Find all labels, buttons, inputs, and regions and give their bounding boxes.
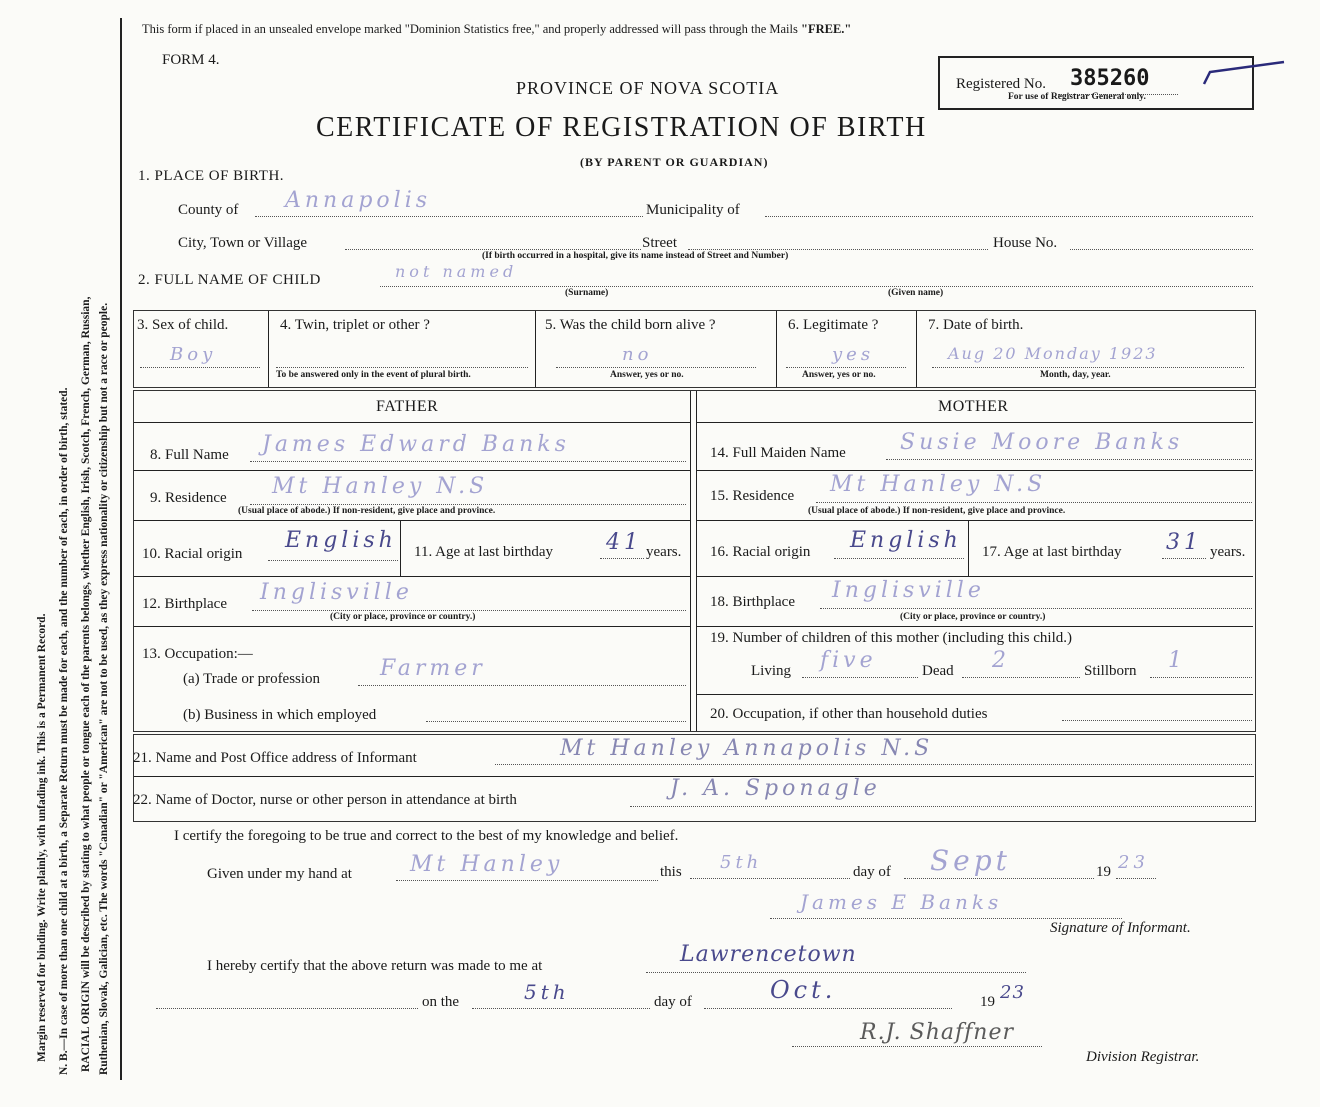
alive-note: Answer, yes or no. [610,370,684,380]
mail-note: This form if placed in an unsealed envelope marked "Dominion Statistics free," and properly addressed will pass through the Mails "FREE." [142,22,852,36]
alive-label: 5. Was the child born alive ? [545,317,716,333]
child-name-value: not named [395,262,518,281]
mother-race-value: English [850,528,962,553]
mother-age-value: 31 [1166,530,1202,555]
stillborn-label: Stillborn [1084,663,1137,679]
dob-note: Month, day, year. [1040,370,1111,380]
dob-value: Aug 20 Monday 1923 [948,344,1158,363]
on-the-label: on the [422,994,460,1010]
registered-label: Registered No. [956,76,1046,92]
sex-label: 3. Sex of child. [137,317,229,333]
document-subtitle: (BY PARENT OR GUARDIAN) [580,155,769,169]
doctor-value: J. A. Sponagle [670,776,881,801]
this-label: this [660,864,682,880]
father-birthplace-note: (City or place, province or country.) [330,612,476,622]
province-title: PROVINCE OF NOVA SCOTIA [516,78,780,98]
registrar-year-prefix: 19 [980,994,995,1010]
year-prefix: 19 [1096,864,1111,880]
father-race-label: 10. Racial origin [142,546,243,562]
father-occupation-label: 13. Occupation:— [142,646,253,662]
mother-children-label: 19. Number of children of this mother (including this child.) [710,630,1073,646]
dead-value: 2 [992,648,1010,673]
margin-note-3: RACIAL ORIGIN will be described by stating to what people or tongue each of the parents belongs, whether English, Irish, Scotch, French, German, Russian, [80,296,92,1072]
child-name-label: 2. FULL NAME OF CHILD [138,272,321,288]
mother-residence-note: (Usual place of abode.) If non-resident, give place and province. [808,506,1066,516]
given-name-note: (Given name) [888,288,944,298]
father-business-label: (b) Business in which employed [183,707,377,723]
place-heading: 1. PLACE OF BIRTH. [138,168,285,184]
alive-value: no [622,344,653,365]
dead-label: Dead [922,663,954,679]
street-label: Street [642,235,677,251]
county-value: Annapolis [285,188,432,213]
registrar-month: Oct. [770,976,837,1004]
father-race-value: English [285,528,397,553]
living-label: Living [751,663,791,679]
surname-note: (Surname) [565,288,609,298]
mother-name-label: 14. Full Maiden Name [710,445,846,461]
legitimate-value: yes [832,344,875,365]
mother-occupation-label: 20. Occupation, if other than household duties [710,706,988,722]
margin-note-1: Margin reserved for binding. Write plainly, with unfading ink. This is a Permanent Record. [36,613,48,1062]
registrar-statement: I hereby certify that the above return was made to me at [207,958,543,974]
given-month: Sept [930,844,1011,877]
informant-value: Mt Hanley Annapolis N.S [560,736,934,761]
form-number: FORM 4. [162,52,220,68]
father-age-value: 41 [606,530,642,555]
certify-statement: I certify the foregoing to be true and correct to the best of my knowledge and belief. [174,828,679,844]
living-value: five [820,648,877,673]
registered-number: 385260 [1070,66,1150,91]
mother-residence-value: Mt Hanley N.S [830,472,1047,497]
mother-birthplace-label: 18. Birthplace [710,594,795,610]
city-label: City, Town or Village [178,235,308,251]
father-age-label: 11. Age at last birthday [414,544,553,560]
check-mark-icon [1200,58,1290,88]
division-registrar-label: Division Registrar. [1086,1049,1200,1065]
registrar-note: For use of Registrar General only. [1008,92,1146,102]
twin-note: To be answered only in the event of plural birth. [276,370,471,380]
mother-birthplace-value: Inglisville [832,578,985,603]
given-label: Given under my hand at [207,866,352,882]
father-years: years. [646,544,682,560]
margin-note-2: N. B.—In case of more than one child at a birth, a Separate Return must be made for each, and the number of each, in order of birth, stated. [58,387,70,1075]
father-trade-label: (a) Trade or profession [183,671,321,687]
father-residence-note: (Usual place of abode.) If non-resident, give place and province. [238,506,496,516]
sex-value: Boy [170,344,217,365]
father-birthplace-label: 12. Birthplace [142,596,227,612]
registrar-day: 5th [524,980,570,1004]
stillborn-value: 1 [1168,648,1186,673]
legitimate-label: 6. Legitimate ? [788,317,879,333]
margin-rule [120,18,122,1080]
hospital-note: (If birth occurred in a hospital, give its name instead of Street and Number) [482,251,789,261]
father-name-value: James Edward Banks [262,432,570,457]
county-label: County of [178,202,239,218]
registrar-signature: R.J. Shaffner [860,1020,1015,1045]
informant-signature: James E Banks [800,890,1003,914]
father-residence-label: 9. Residence [150,490,227,506]
mother-heading: MOTHER [938,398,1009,415]
mother-residence-label: 15. Residence [710,488,795,504]
legitimate-note: Answer, yes or no. [802,370,876,380]
registrar-year: 23 [1000,982,1025,1003]
given-place: Mt Hanley [410,852,564,877]
father-trade-value: Farmer [380,656,486,681]
document-title: CERTIFICATE OF REGISTRATION OF BIRTH [316,112,927,143]
mother-years: years. [1210,544,1246,560]
dob-label: 7. Date of birth. [928,317,1024,333]
twin-label: 4. Twin, triplet or other ? [280,317,430,333]
informant-label: 21. Name and Post Office address of Informant [133,750,417,766]
father-residence-value: Mt Hanley N.S [272,474,489,499]
registrar-day-of: day of [654,994,692,1010]
registrar-place: Lawrencetown [680,942,857,967]
father-birthplace-value: Inglisville [260,580,413,605]
mother-race-label: 16. Racial origin [710,544,811,560]
day-of-label: day of [853,864,891,880]
margin-note-4: Ruthenian, Slovak, Galician, etc. The words "Canadian" or "American" are not to be used, as they express nationality or citizenship but not a race or people. [98,302,110,1075]
mother-name-value: Susie Moore Banks [900,430,1184,455]
father-name-label: 8. Full Name [150,447,229,463]
house-label: House No. [993,235,1058,251]
given-year: 23 [1118,852,1149,873]
mother-age-label: 17. Age at last birthday [982,544,1122,560]
mother-birthplace-note: (City or place, province or country.) [900,612,1046,622]
municipality-label: Municipality of [646,202,740,218]
doctor-label: 22. Name of Doctor, nurse or other person in attendance at birth [133,792,517,808]
given-day: 5th [720,852,763,873]
father-heading: FATHER [376,398,439,415]
signature-label: Signature of Informant. [1050,920,1191,936]
